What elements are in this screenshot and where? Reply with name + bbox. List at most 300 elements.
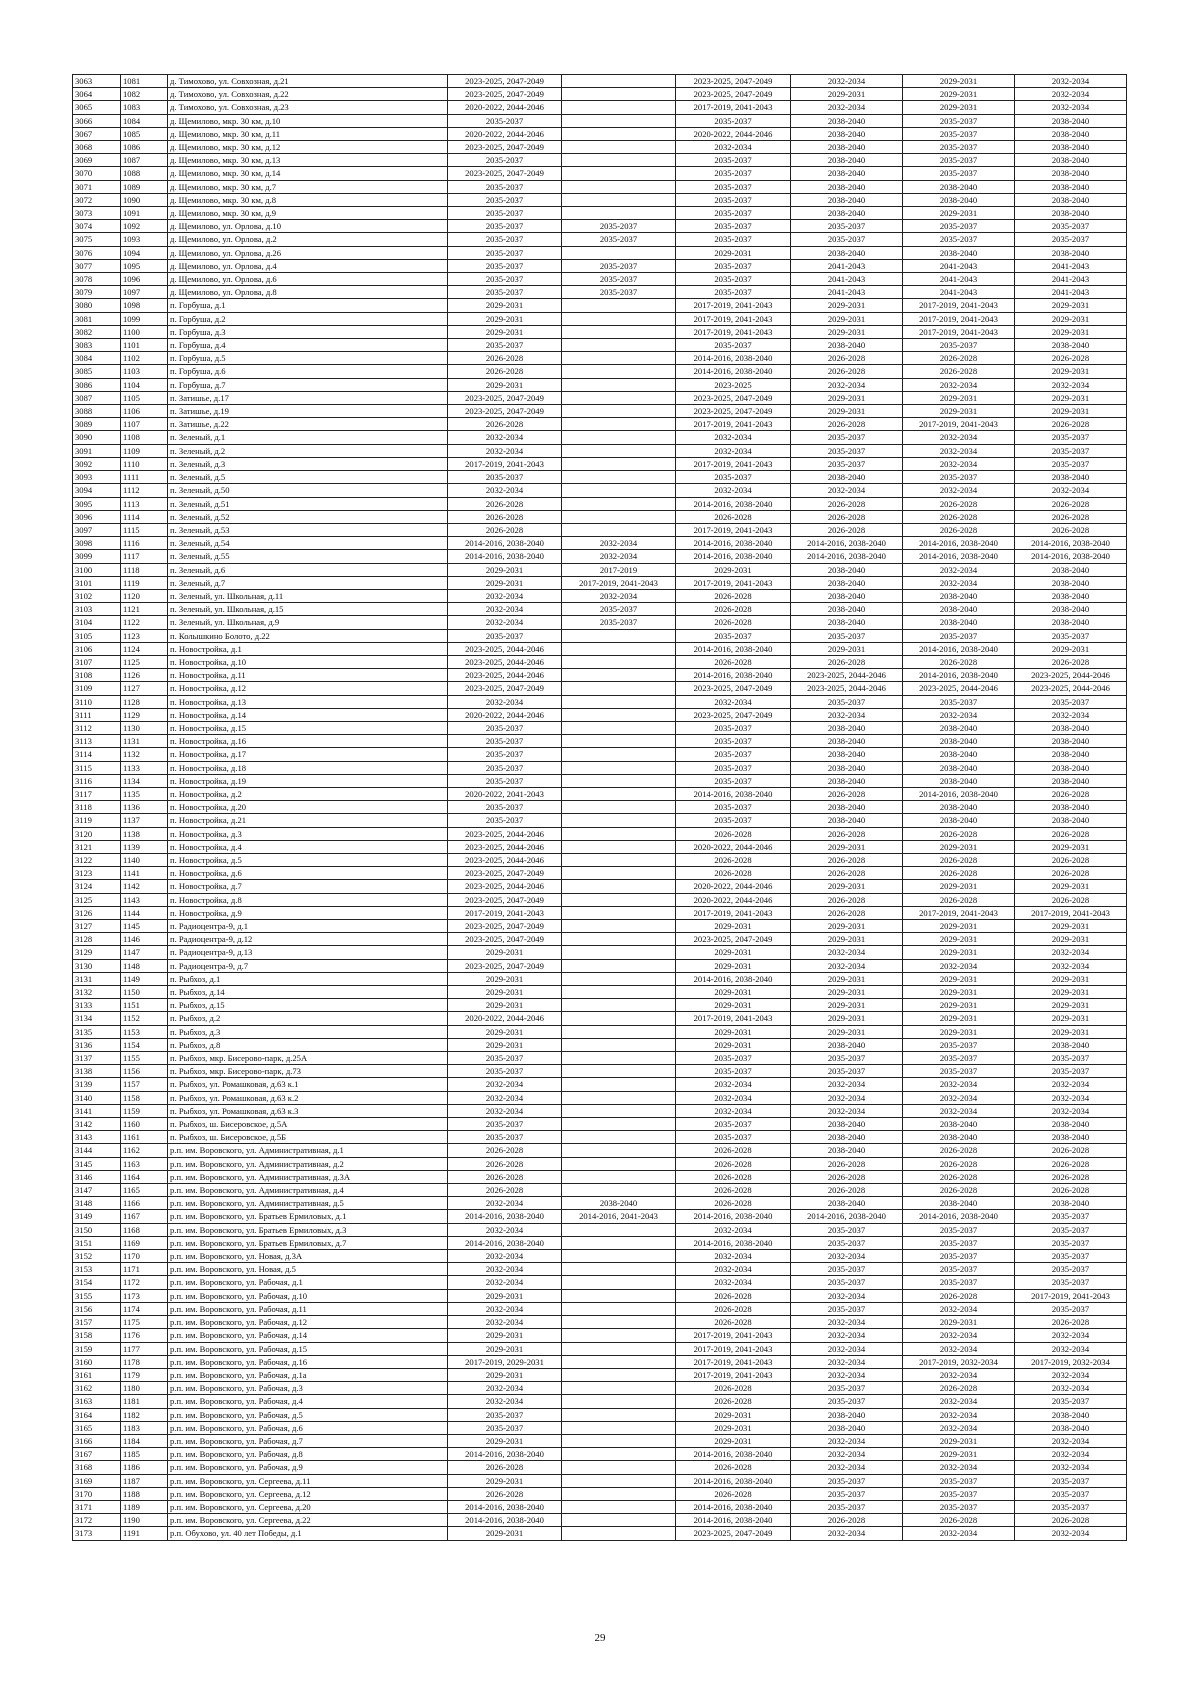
period-cell-5: 2038-2040 (903, 1118, 1015, 1131)
address-cell: р.п. им. Воровского, ул. Братьев Ермиловых, д.1 (168, 1210, 448, 1223)
row-number-cell: 3074 (73, 220, 121, 233)
address-cell: п. Новостройка, д.1 (168, 642, 448, 655)
table-row (73, 1263, 1127, 1276)
address-cell: п. Новостройка, д.15 (168, 721, 448, 734)
period-cell-6: 2017-2019, 2041-2043 (1015, 906, 1127, 919)
period-cell-2 (562, 1065, 676, 1078)
period-cell-4: 2035-2037 (791, 629, 903, 642)
period-cell-6: 2038-2040 (1015, 180, 1127, 193)
period-cell-2 (562, 1474, 676, 1487)
period-cell-5: 2029-2031 (903, 391, 1015, 404)
table-row (73, 167, 1127, 180)
period-cell-5: 2038-2040 (903, 616, 1015, 629)
period-cell-1: 2029-2031 (448, 1474, 562, 1487)
object-number-cell: 1098 (121, 299, 168, 312)
period-cell-3: 2017-2019, 2041-2043 (676, 457, 791, 470)
schedule-table-container (72, 74, 1126, 1541)
period-cell-5: 2029-2031 (903, 1316, 1015, 1329)
period-cell-1: 2035-2037 (448, 1118, 562, 1131)
period-cell-1: 2026-2028 (448, 1170, 562, 1183)
period-cell-3: 2032-2034 (676, 1091, 791, 1104)
address-cell: р.п. им. Воровского, ул. Сергеева, д.20 (168, 1500, 448, 1513)
page-number: 29 (594, 1632, 606, 1644)
object-number-cell: 1149 (121, 972, 168, 985)
period-cell-3: 2026-2028 (676, 616, 791, 629)
period-cell-3: 2032-2034 (676, 1276, 791, 1289)
period-cell-6: 2029-2031 (1015, 325, 1127, 338)
period-cell-2 (562, 695, 676, 708)
object-number-cell: 1095 (121, 259, 168, 272)
address-cell: р.п. им. Воровского, ул. Рабочая, д.15 (168, 1342, 448, 1355)
table-row (73, 1302, 1127, 1315)
period-cell-6: 2038-2040 (1015, 1421, 1127, 1434)
table-row (73, 1144, 1127, 1157)
period-cell-3: 2017-2019, 2041-2043 (676, 299, 791, 312)
period-cell-5: 2038-2040 (903, 589, 1015, 602)
table-row (73, 1118, 1127, 1131)
period-cell-2 (562, 1184, 676, 1197)
period-cell-4: 2026-2028 (791, 893, 903, 906)
period-cell-1: 2035-2037 (448, 721, 562, 734)
address-cell: д. Щемилово, мкр. 30 км, д.12 (168, 141, 448, 154)
period-cell-4: 2035-2037 (791, 220, 903, 233)
object-number-cell: 1106 (121, 405, 168, 418)
address-cell: д. Щемилово, ул. Орлова, д.26 (168, 246, 448, 259)
period-cell-2 (562, 1382, 676, 1395)
period-cell-3: 2017-2019, 2041-2043 (676, 312, 791, 325)
period-cell-1: 2029-2031 (448, 1527, 562, 1540)
period-cell-3: 2029-2031 (676, 1025, 791, 1038)
object-number-cell: 1191 (121, 1527, 168, 1540)
address-cell: р.п. им. Воровского, ул. Рабочая, д.16 (168, 1355, 448, 1368)
period-cell-5: 2032-2034 (903, 1368, 1015, 1381)
row-number-cell: 3075 (73, 233, 121, 246)
period-cell-4: 2032-2034 (791, 75, 903, 88)
table-row (73, 774, 1127, 787)
period-cell-3: 2026-2028 (676, 655, 791, 668)
period-cell-6: 2026-2028 (1015, 352, 1127, 365)
period-cell-2 (562, 774, 676, 787)
period-cell-1: 2035-2037 (448, 207, 562, 220)
period-cell-2: 2014-2016, 2041-2043 (562, 1210, 676, 1223)
period-cell-2: 2032-2034 (562, 537, 676, 550)
period-cell-1: 2032-2034 (448, 695, 562, 708)
table-row (73, 286, 1127, 299)
period-cell-4: 2035-2037 (791, 695, 903, 708)
period-cell-5: 2035-2037 (903, 1500, 1015, 1513)
period-cell-1: 2026-2028 (448, 523, 562, 536)
period-cell-4: 2029-2031 (791, 325, 903, 338)
object-number-cell: 1173 (121, 1289, 168, 1302)
period-cell-4: 2032-2034 (791, 1104, 903, 1117)
period-cell-6: 2026-2028 (1015, 827, 1127, 840)
period-cell-2 (562, 405, 676, 418)
row-number-cell: 3066 (73, 114, 121, 127)
period-cell-3: 2017-2019, 2041-2043 (676, 1012, 791, 1025)
object-number-cell: 1081 (121, 75, 168, 88)
object-number-cell: 1158 (121, 1091, 168, 1104)
period-cell-4: 2026-2028 (791, 1514, 903, 1527)
period-cell-1: 2026-2028 (448, 1461, 562, 1474)
period-cell-1: 2032-2034 (448, 484, 562, 497)
period-cell-3: 2035-2037 (676, 629, 791, 642)
object-number-cell: 1117 (121, 550, 168, 563)
period-cell-2 (562, 325, 676, 338)
period-cell-5: 2026-2028 (903, 655, 1015, 668)
table-row (73, 708, 1127, 721)
period-cell-2 (562, 933, 676, 946)
table-row (73, 1408, 1127, 1421)
address-cell: п. Новостройка, д.17 (168, 748, 448, 761)
row-number-cell: 3144 (73, 1144, 121, 1157)
address-cell: п. Радиоцентра-9, д.13 (168, 946, 448, 959)
table-row (73, 867, 1127, 880)
row-number-cell: 3080 (73, 299, 121, 312)
period-cell-2 (562, 1434, 676, 1447)
period-cell-5: 2026-2028 (903, 853, 1015, 866)
period-cell-6: 2038-2040 (1015, 563, 1127, 576)
object-number-cell: 1118 (121, 563, 168, 576)
row-number-cell: 3140 (73, 1091, 121, 1104)
period-cell-3: 2017-2019, 2041-2043 (676, 325, 791, 338)
period-cell-2 (562, 1157, 676, 1170)
row-number-cell: 3141 (73, 1104, 121, 1117)
address-cell: п. Рыбхоз, д.1 (168, 972, 448, 985)
row-number-cell: 3123 (73, 867, 121, 880)
table-row (73, 1250, 1127, 1263)
period-cell-6: 2038-2040 (1015, 814, 1127, 827)
table-row (73, 1052, 1127, 1065)
period-cell-6: 2038-2040 (1015, 167, 1127, 180)
period-cell-1: 2035-2037 (448, 273, 562, 286)
address-cell: п. Горбуша, д.3 (168, 325, 448, 338)
period-cell-1: 2029-2031 (448, 378, 562, 391)
period-cell-2 (562, 840, 676, 853)
period-cell-4: 2026-2028 (791, 497, 903, 510)
period-cell-4: 2038-2040 (791, 616, 903, 629)
period-cell-4: 2035-2037 (791, 1487, 903, 1500)
period-cell-6: 2017-2019, 2041-2043 (1015, 1289, 1127, 1302)
row-number-cell: 3143 (73, 1131, 121, 1144)
period-cell-5: 2026-2028 (903, 510, 1015, 523)
period-cell-1: 2029-2031 (448, 972, 562, 985)
period-cell-3: 2035-2037 (676, 180, 791, 193)
period-cell-1: 2023-2025, 2044-2046 (448, 880, 562, 893)
period-cell-5: 2026-2028 (903, 1144, 1015, 1157)
period-cell-5: 2023-2025, 2044-2046 (903, 682, 1015, 695)
period-cell-4: 2038-2040 (791, 721, 903, 734)
period-cell-5: 2029-2031 (903, 880, 1015, 893)
period-cell-4: 2035-2037 (791, 1395, 903, 1408)
address-cell: д. Щемилово, мкр. 30 км, д.14 (168, 167, 448, 180)
period-cell-5: 2035-2037 (903, 233, 1015, 246)
period-cell-6: 2029-2031 (1015, 972, 1127, 985)
table-row (73, 682, 1127, 695)
period-cell-4: 2026-2028 (791, 1170, 903, 1183)
period-cell-2 (562, 1408, 676, 1421)
object-number-cell: 1131 (121, 735, 168, 748)
table-row (73, 986, 1127, 999)
period-cell-5: 2017-2019, 2041-2043 (903, 418, 1015, 431)
table-row (73, 457, 1127, 470)
address-cell: д. Щемилово, мкр. 30 км, д.9 (168, 207, 448, 220)
address-cell: п. Рыбхоз, ш. Бисеровское, д.5Б (168, 1131, 448, 1144)
period-cell-5: 2017-2019, 2041-2043 (903, 906, 1015, 919)
row-number-cell: 3088 (73, 405, 121, 418)
period-cell-2 (562, 180, 676, 193)
table-row (73, 523, 1127, 536)
period-cell-4: 2032-2034 (791, 1355, 903, 1368)
address-cell: р.п. им. Воровского, ул. Рабочая, д.1а (168, 1368, 448, 1381)
row-number-cell: 3107 (73, 655, 121, 668)
object-number-cell: 1157 (121, 1078, 168, 1091)
period-cell-4: 2035-2037 (791, 444, 903, 457)
period-cell-6: 2035-2037 (1015, 1302, 1127, 1315)
period-cell-1: 2032-2034 (448, 1395, 562, 1408)
period-cell-4: 2038-2040 (791, 1144, 903, 1157)
period-cell-6: 2014-2016, 2038-2040 (1015, 550, 1127, 563)
period-cell-6: 2032-2034 (1015, 946, 1127, 959)
period-cell-5: 2032-2034 (903, 378, 1015, 391)
period-cell-6: 2032-2034 (1015, 1342, 1127, 1355)
address-cell: п. Зеленый, д.55 (168, 550, 448, 563)
period-cell-3: 2032-2034 (676, 1223, 791, 1236)
object-number-cell: 1086 (121, 141, 168, 154)
object-number-cell: 1167 (121, 1210, 168, 1223)
period-cell-4: 2029-2031 (791, 840, 903, 853)
object-number-cell: 1168 (121, 1223, 168, 1236)
period-cell-3: 2035-2037 (676, 286, 791, 299)
period-cell-5: 2041-2043 (903, 273, 1015, 286)
period-cell-3: 2029-2031 (676, 563, 791, 576)
period-cell-3: 2026-2028 (676, 1184, 791, 1197)
row-number-cell: 3082 (73, 325, 121, 338)
row-number-cell: 3096 (73, 510, 121, 523)
schedule-table (72, 74, 1127, 1541)
period-cell-6: 2029-2031 (1015, 1025, 1127, 1038)
period-cell-6: 2032-2034 (1015, 959, 1127, 972)
period-cell-4: 2026-2028 (791, 906, 903, 919)
period-cell-2 (562, 141, 676, 154)
period-cell-4: 2038-2040 (791, 141, 903, 154)
period-cell-3: 2020-2022, 2044-2046 (676, 893, 791, 906)
row-number-cell: 3095 (73, 497, 121, 510)
period-cell-1: 2026-2028 (448, 365, 562, 378)
address-cell: п. Зеленый, д.50 (168, 484, 448, 497)
period-cell-1: 2029-2031 (448, 1342, 562, 1355)
period-cell-5: 2032-2034 (903, 563, 1015, 576)
period-cell-5: 2038-2040 (903, 748, 1015, 761)
period-cell-6: 2035-2037 (1015, 1236, 1127, 1249)
period-cell-4: 2032-2034 (791, 1461, 903, 1474)
row-number-cell: 3116 (73, 774, 121, 787)
period-cell-6: 2038-2040 (1015, 1131, 1127, 1144)
period-cell-1: 2035-2037 (448, 814, 562, 827)
address-cell: п. Новостройка, д.8 (168, 893, 448, 906)
period-cell-4: 2026-2028 (791, 365, 903, 378)
period-cell-6: 2038-2040 (1015, 127, 1127, 140)
table-row (73, 180, 1127, 193)
period-cell-1: 2035-2037 (448, 259, 562, 272)
table-row (73, 1342, 1127, 1355)
period-cell-2: 2017-2019, 2041-2043 (562, 576, 676, 589)
period-cell-2: 2032-2034 (562, 550, 676, 563)
object-number-cell: 1169 (121, 1236, 168, 1249)
object-number-cell: 1123 (121, 629, 168, 642)
period-cell-1: 2023-2025, 2047-2049 (448, 391, 562, 404)
row-number-cell: 3129 (73, 946, 121, 959)
period-cell-5: 2026-2028 (903, 1514, 1015, 1527)
row-number-cell: 3168 (73, 1461, 121, 1474)
address-cell: д. Щемилово, мкр. 30 км, д.13 (168, 154, 448, 167)
period-cell-6: 2038-2040 (1015, 801, 1127, 814)
period-cell-4: 2035-2037 (791, 1276, 903, 1289)
period-cell-3: 2017-2019, 2041-2043 (676, 1355, 791, 1368)
table-row (73, 1091, 1127, 1104)
period-cell-5: 2029-2031 (903, 933, 1015, 946)
table-row (73, 801, 1127, 814)
period-cell-4: 2032-2034 (791, 1434, 903, 1447)
row-number-cell: 3076 (73, 246, 121, 259)
period-cell-3: 2032-2034 (676, 484, 791, 497)
period-cell-6: 2029-2031 (1015, 312, 1127, 325)
period-cell-2 (562, 1025, 676, 1038)
period-cell-1: 2020-2022, 2041-2043 (448, 787, 562, 800)
address-cell: п. Рыбхоз, ул. Ромашковая, д.63 к.1 (168, 1078, 448, 1091)
table-row (73, 114, 1127, 127)
address-cell: п. Зеленый, д.3 (168, 457, 448, 470)
period-cell-5: 2038-2040 (903, 735, 1015, 748)
row-number-cell: 3077 (73, 259, 121, 272)
period-cell-3: 2026-2028 (676, 1289, 791, 1302)
period-cell-1: 2029-2031 (448, 563, 562, 576)
period-cell-5: 2035-2037 (903, 1250, 1015, 1263)
object-number-cell: 1181 (121, 1395, 168, 1408)
row-number-cell: 3162 (73, 1382, 121, 1395)
period-cell-2 (562, 669, 676, 682)
period-cell-4: 2029-2031 (791, 642, 903, 655)
table-row (73, 471, 1127, 484)
object-number-cell: 1120 (121, 589, 168, 602)
address-cell: р.п. им. Воровского, ул. Рабочая, д.7 (168, 1434, 448, 1447)
table-row (73, 893, 1127, 906)
table-row (73, 906, 1127, 919)
address-cell: д. Щемилово, мкр. 30 км, д.7 (168, 180, 448, 193)
period-cell-2 (562, 1302, 676, 1315)
table-row (73, 1038, 1127, 1051)
row-number-cell: 3160 (73, 1355, 121, 1368)
period-cell-1: 2035-2037 (448, 1131, 562, 1144)
period-cell-3: 2035-2037 (676, 220, 791, 233)
row-number-cell: 3083 (73, 339, 121, 352)
table-row (73, 339, 1127, 352)
row-number-cell: 3133 (73, 999, 121, 1012)
period-cell-3: 2017-2019, 2041-2043 (676, 101, 791, 114)
period-cell-4: 2038-2040 (791, 193, 903, 206)
period-cell-2 (562, 418, 676, 431)
period-cell-3: 2017-2019, 2041-2043 (676, 1329, 791, 1342)
table-row (73, 853, 1127, 866)
period-cell-4: 2026-2028 (791, 1157, 903, 1170)
period-cell-2 (562, 1276, 676, 1289)
table-row (73, 1316, 1127, 1329)
period-cell-3: 2035-2037 (676, 259, 791, 272)
table-row (73, 748, 1127, 761)
object-number-cell: 1136 (121, 801, 168, 814)
period-cell-6: 2032-2034 (1015, 1104, 1127, 1117)
address-cell: п. Горбуша, д.6 (168, 365, 448, 378)
row-number-cell: 3135 (73, 1025, 121, 1038)
period-cell-3: 2035-2037 (676, 167, 791, 180)
period-cell-5: 2035-2037 (903, 1263, 1015, 1276)
period-cell-2 (562, 365, 676, 378)
period-cell-1: 2032-2034 (448, 1382, 562, 1395)
period-cell-1: 2032-2034 (448, 1250, 562, 1263)
table-row (73, 1434, 1127, 1447)
period-cell-3: 2035-2037 (676, 273, 791, 286)
table-row (73, 1025, 1127, 1038)
period-cell-4: 2038-2040 (791, 1131, 903, 1144)
row-number-cell: 3120 (73, 827, 121, 840)
row-number-cell: 3085 (73, 365, 121, 378)
period-cell-2 (562, 1514, 676, 1527)
period-cell-2 (562, 1012, 676, 1025)
period-cell-1: 2029-2031 (448, 1289, 562, 1302)
period-cell-4: 2032-2034 (791, 1329, 903, 1342)
table-row (73, 1131, 1127, 1144)
period-cell-4: 2041-2043 (791, 273, 903, 286)
address-cell: р.п. им. Воровского, ул. Новая, д.3А (168, 1250, 448, 1263)
period-cell-3: 2026-2028 (676, 589, 791, 602)
table-row (73, 655, 1127, 668)
table-body (73, 75, 1127, 1541)
address-cell: р.п. им. Воровского, ул. Рабочая, д.6 (168, 1421, 448, 1434)
row-number-cell: 3067 (73, 127, 121, 140)
object-number-cell: 1179 (121, 1368, 168, 1381)
object-number-cell: 1184 (121, 1434, 168, 1447)
period-cell-1: 2035-2037 (448, 220, 562, 233)
period-cell-1: 2029-2031 (448, 312, 562, 325)
period-cell-1: 2032-2034 (448, 444, 562, 457)
table-row (73, 418, 1127, 431)
address-cell: п. Новостройка, д.11 (168, 669, 448, 682)
period-cell-1: 2026-2028 (448, 1144, 562, 1157)
row-number-cell: 3149 (73, 1210, 121, 1223)
table-row (73, 378, 1127, 391)
address-cell: п. Рыбхоз, д.14 (168, 986, 448, 999)
period-cell-5: 2017-2019, 2041-2043 (903, 299, 1015, 312)
period-cell-3: 2014-2016, 2038-2040 (676, 550, 791, 563)
period-cell-2: 2035-2037 (562, 220, 676, 233)
period-cell-1: 2029-2031 (448, 576, 562, 589)
period-cell-1: 2014-2016, 2038-2040 (448, 1514, 562, 1527)
period-cell-5: 2029-2031 (903, 75, 1015, 88)
period-cell-3: 2029-2031 (676, 246, 791, 259)
period-cell-4: 2026-2028 (791, 827, 903, 840)
period-cell-6: 2032-2034 (1015, 1329, 1127, 1342)
object-number-cell: 1185 (121, 1448, 168, 1461)
address-cell: р.п. им. Воровского, ул. Рабочая, д.1 (168, 1276, 448, 1289)
period-cell-3: 2017-2019, 2041-2043 (676, 576, 791, 589)
period-cell-2 (562, 853, 676, 866)
period-cell-5: 2038-2040 (903, 1197, 1015, 1210)
period-cell-6: 2038-2040 (1015, 1118, 1127, 1131)
object-number-cell: 1127 (121, 682, 168, 695)
object-number-cell: 1160 (121, 1118, 168, 1131)
period-cell-1: 2032-2034 (448, 616, 562, 629)
address-cell: п. Новостройка, д.10 (168, 655, 448, 668)
period-cell-4: 2032-2034 (791, 708, 903, 721)
